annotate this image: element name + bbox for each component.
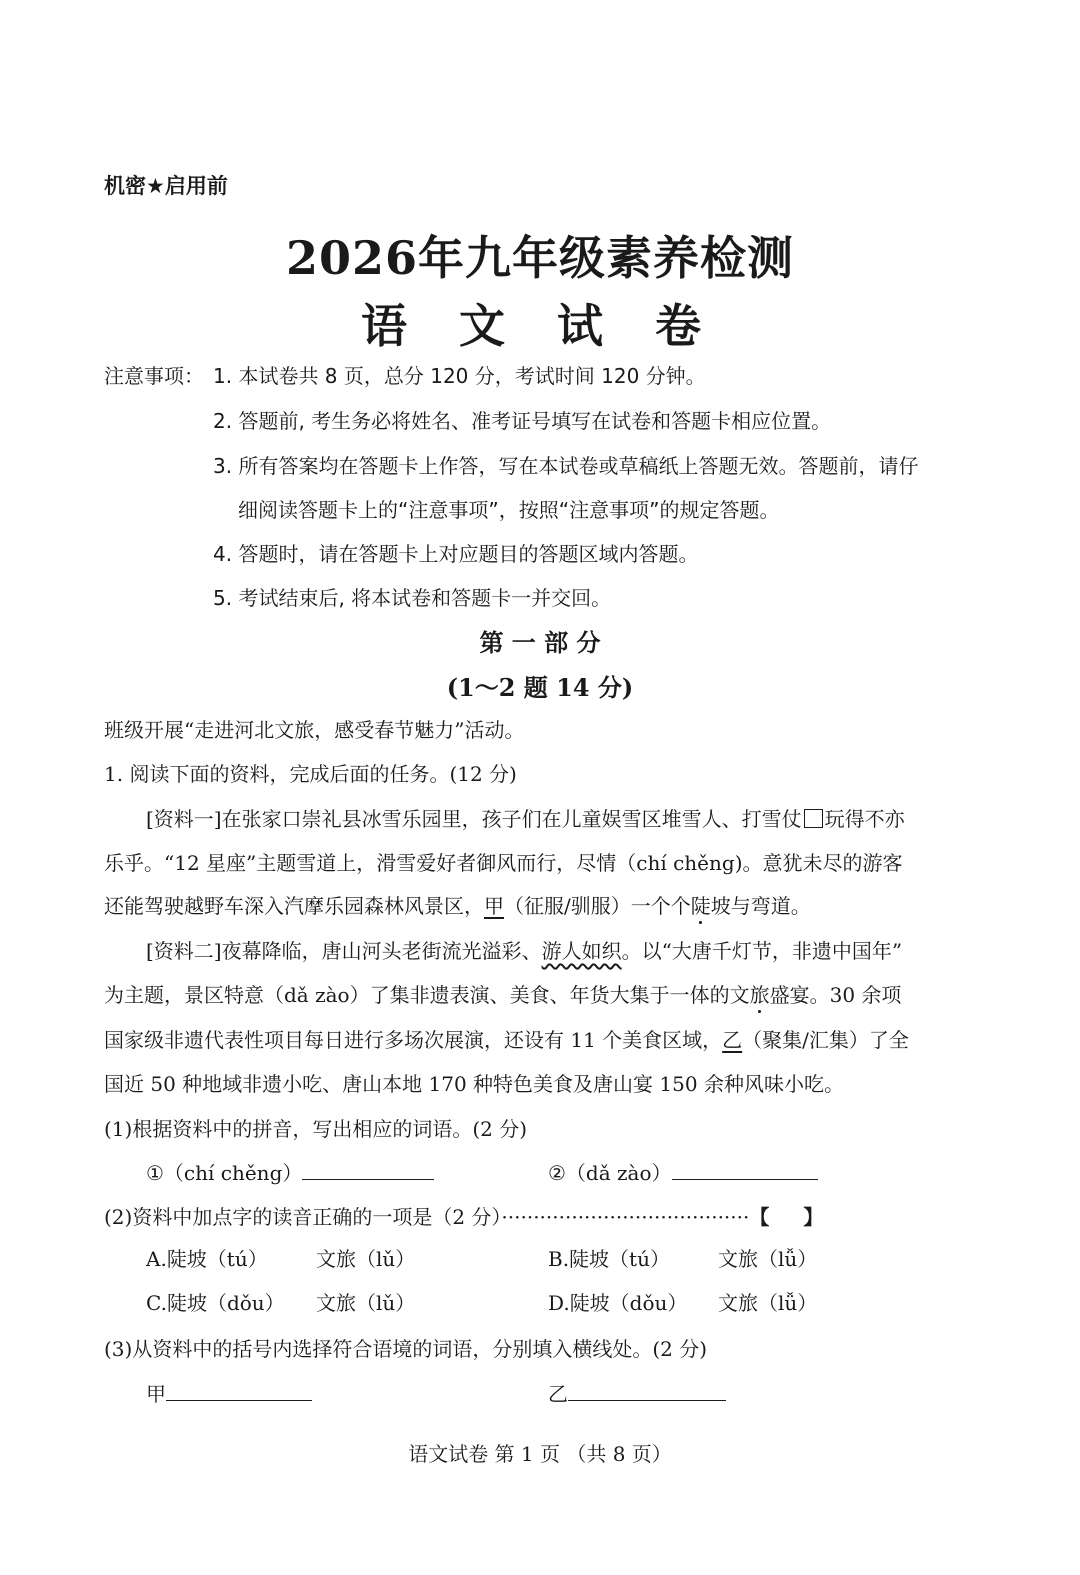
option-a-word-2: 文旅（lǔ） xyxy=(316,1247,416,1271)
option-b-word-2: 文旅（lǚ） xyxy=(718,1247,818,1271)
activity-intro: 班级开展“走进河北文旅，感受春节魅力”活动。 xyxy=(104,718,525,742)
sub-question-1-stem: (1)根据资料中的拼音，写出相应的词语。(2 分) xyxy=(104,1117,528,1141)
sub-question-1-answer-a: ①（chí chěng） xyxy=(146,1157,434,1186)
sub-question-3-stem: (3)从资料中的括号内选择符合语境的词语，分别填入横线处。(2 分) xyxy=(104,1337,708,1361)
notice-item: 5. 考试结束后, 将本试卷和答题卡一并交回。 xyxy=(213,586,612,610)
confidential-mark: 机密★启用前 xyxy=(104,174,228,198)
answer-blank[interactable] xyxy=(302,1179,434,1180)
wavy-underlined-phrase: 游人如织 xyxy=(541,939,622,963)
dotted-char-lv: 旅 xyxy=(749,983,770,1007)
blank-jia-marker: 甲 xyxy=(484,894,504,918)
notice-label: 注意事项： xyxy=(104,364,204,388)
answer-blank-yi[interactable] xyxy=(568,1400,726,1401)
answer-bracket[interactable]: 【 】 xyxy=(749,1205,824,1229)
sub-question-2-stem: (2)资料中加点字的读音正确的一项是（2 分）·······································【 】 xyxy=(104,1201,823,1230)
notice-item: 4. 答题时，请在答题卡上对应题目的答题区域内答题。 xyxy=(213,542,699,566)
material-1-line: 乐乎。“12 星座”主题雪道上，滑雪爱好者御风而行，尽情（chí chěng)。意犹未尽的游客 xyxy=(104,851,903,875)
option-d-word-2: 文旅（lǚ） xyxy=(718,1291,818,1315)
material-2-line: 为主题，景区特意（dǎ zào）了集非遗表演、美食、年货大集于一体的文旅盛宴。30 余项 xyxy=(104,983,902,1007)
material-1-line: [资料一]在张家口崇礼县冰雪乐园里，孩子们在儿童娱雪区堆雪人、打雪仗 玩得不亦 xyxy=(146,807,905,831)
material-2-line: 国家级非遗代表性项目每日进行多场次展演，还设有 11 个美食区域，乙（聚集/汇集）了全 xyxy=(104,1028,909,1052)
sub-question-3-jia: 甲 xyxy=(146,1378,312,1407)
option-c[interactable]: C.陡坡（dǒu） xyxy=(146,1291,285,1315)
option-a[interactable]: A.陡坡（tú） xyxy=(146,1247,268,1271)
part-score-range: (1～2 题 14 分) xyxy=(446,673,634,702)
answer-blank[interactable] xyxy=(672,1179,818,1180)
page-footer: 语文试卷 第 1 页 （共 8 页） xyxy=(408,1442,672,1466)
answer-blank-jia[interactable] xyxy=(166,1400,312,1401)
sub-question-3-yi: 乙 xyxy=(548,1378,726,1407)
exam-subject-title: 语 文 试 卷 xyxy=(360,299,720,353)
exam-title: 2026年九年级素养检测 xyxy=(285,231,795,285)
question-1-stem: 1. 阅读下面的资料，完成后面的任务。(12 分) xyxy=(104,762,517,786)
missing-punctuation-box xyxy=(804,809,823,828)
notice-item-continued: 细阅读答题卡上的“注意事项”，按照“注意事项”的规定答题。 xyxy=(238,498,780,522)
material-1-line: 还能驾驶越野车深入汽摩乐园森林风景区，甲（征服/驯服）一个个陡坡与弯道。 xyxy=(104,894,811,918)
option-b[interactable]: B.陡坡（tú） xyxy=(548,1247,670,1271)
option-c-word-2: 文旅（lǔ） xyxy=(316,1291,416,1315)
option-d[interactable]: D.陡坡（dǒu） xyxy=(548,1291,688,1315)
part-title: 第 一 部 分 xyxy=(479,628,601,657)
notice-item: 1. 本试卷共 8 页，总分 120 分，考试时间 120 分钟。 xyxy=(213,364,706,388)
material-2-line: [资料二]夜幕降临，唐山河头老街流光溢彩、游人如织。以“大唐千灯节，非遗中国年” xyxy=(146,939,903,963)
notice-item: 3. 所有答案均在答题卡上作答，写在本试卷或草稿纸上答题无效。答题前，请仔 xyxy=(213,454,919,478)
blank-yi-marker: 乙 xyxy=(722,1028,743,1052)
sub-question-1-answer-b: ②（dǎ zào） xyxy=(548,1157,818,1186)
notice-item: 2. 答题前, 考生务必将姓名、准考证号填写在试卷和答题卡相应位置。 xyxy=(213,409,832,433)
material-2-line: 国近 50 种地域非遗小吃、唐山本地 170 种特色美食及唐山宴 150 余种风味小吃。 xyxy=(104,1072,844,1096)
dotted-char-dou: 陡 xyxy=(690,894,711,918)
